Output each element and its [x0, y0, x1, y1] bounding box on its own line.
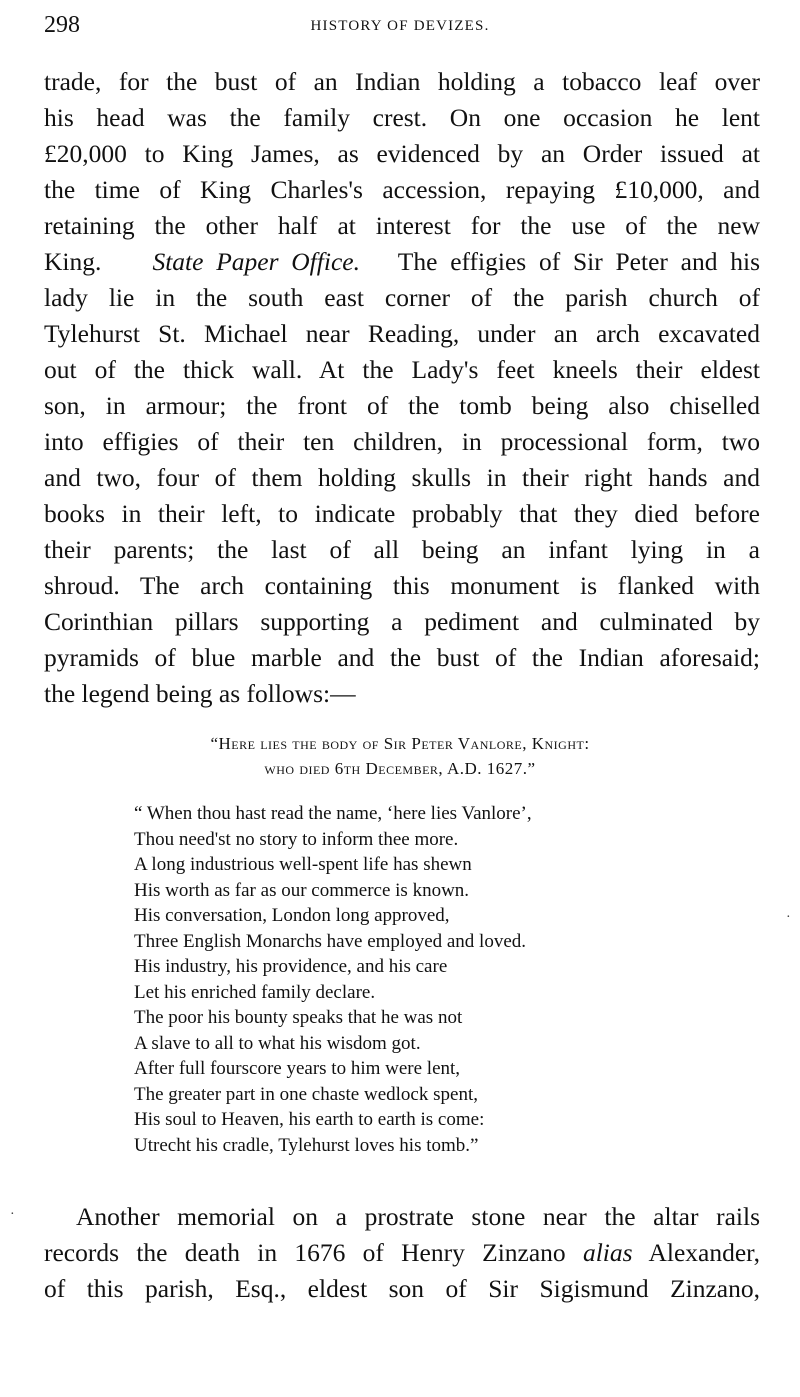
text-line: into effigies of their ten children, in processional form, two: [44, 427, 760, 456]
text-line: books in their left, to indicate probably that they died before: [44, 499, 760, 528]
ink-speck: ·: [10, 1207, 15, 1222]
page-number: 298: [44, 12, 80, 38]
text-line: their parents; the last of all being an infant lying in a: [44, 535, 760, 564]
text-line: lady lie in the south east corner of the parish church of: [44, 283, 760, 312]
epitaph-heading-line: who died 6th December, A.D. 1627.”: [264, 759, 536, 778]
poem-line: A long industrious well-spent life has shewn: [134, 854, 472, 875]
text-line-mixed: [44, 244, 760, 280]
text-line: £20,000 to King James, as evidenced by an Order issued at: [44, 139, 760, 168]
text-fragment: The effigies of Sir Peter and his: [397, 247, 760, 276]
poem-line: A slave to all to what his wisdom got.: [134, 1032, 421, 1054]
paragraph-vanlore-tomb: [44, 64, 760, 712]
epitaph-heading-line: “Here lies the body of Sir Peter Vanlore, Knight:: [210, 734, 590, 753]
poem-line: The poor his bounty speaks that he was not: [134, 1007, 463, 1028]
italic-word: alias: [582, 1238, 633, 1267]
poem-line: His worth as far as our commerce is known.: [134, 879, 470, 901]
poem-line: Thou need'st no story to inform thee more.: [134, 828, 459, 850]
poem-line: His soul to Heaven, his earth to earth is come:: [134, 1109, 485, 1130]
poem-line: Let his enriched family declare.: [134, 981, 376, 1003]
text-line: and two, four of them holding skulls in their right hands and: [44, 463, 760, 492]
poem-line: His industry, his providence, and his care: [134, 956, 448, 977]
text-line: the time of King Charles's accession, repaying £10,000, and: [44, 175, 760, 204]
epitaph-poem: [134, 801, 714, 1158]
text-line: the legend being as follows:—: [44, 679, 356, 708]
text-line: Another memorial on a prostrate stone near the altar rails: [76, 1202, 760, 1231]
text-line: shroud. The arch containing this monument is flanked with: [44, 571, 760, 600]
poem-line: Three English Monarchs have employed and loved.: [134, 930, 527, 952]
text-line: pyramids of blue marble and the bust of the Indian aforesaid;: [44, 643, 760, 672]
text-line: trade, for the bust of an Indian holding a tobacco leaf over: [44, 67, 760, 96]
text-line: Tylehurst St. Michael near Reading, under an arch excavated: [44, 319, 760, 348]
text-fragment: Alexander,: [648, 1238, 760, 1267]
text-line-mixed: [44, 1235, 760, 1271]
text-line: son, in armour; the front of the tomb being also chiselled: [44, 391, 760, 420]
page-header: [44, 8, 756, 44]
poem-line: After full fourscore years to him were lent,: [134, 1058, 461, 1079]
poem-line: Utrecht his cradle, Tylehurst loves his tomb.”: [134, 1134, 479, 1156]
italic-reference: State Paper Office.: [152, 247, 360, 276]
poem-line: “ When thou hast read the name, ‘here lies Vanlore’,: [134, 803, 532, 824]
text-fragment: records the death in 1676 of Henry Zinzano: [44, 1238, 566, 1267]
text-line: of this parish, Esq., eldest son of Sir Sigismund Zinzano,: [44, 1274, 760, 1303]
poem-line: His conversation, London long approved,: [134, 905, 450, 926]
ink-speck: ·: [786, 910, 791, 925]
poem-line: The greater part in one chaste wedlock spent,: [134, 1083, 478, 1105]
paragraph-zinzano-memorial: [44, 1199, 760, 1307]
running-head: HISTORY OF DEVIZES.: [310, 18, 490, 34]
text-line: Corinthian pillars supporting a pediment and culminated by: [44, 607, 760, 636]
epitaph-heading: [60, 731, 740, 781]
text-fragment: King.: [44, 247, 102, 276]
text-line: retaining the other half at interest for the use of the new: [44, 211, 760, 240]
text-line: out of the thick wall. At the Lady's feet kneels their eldest: [44, 355, 760, 384]
text-line: his head was the family crest. On one occasion he lent: [44, 103, 760, 132]
